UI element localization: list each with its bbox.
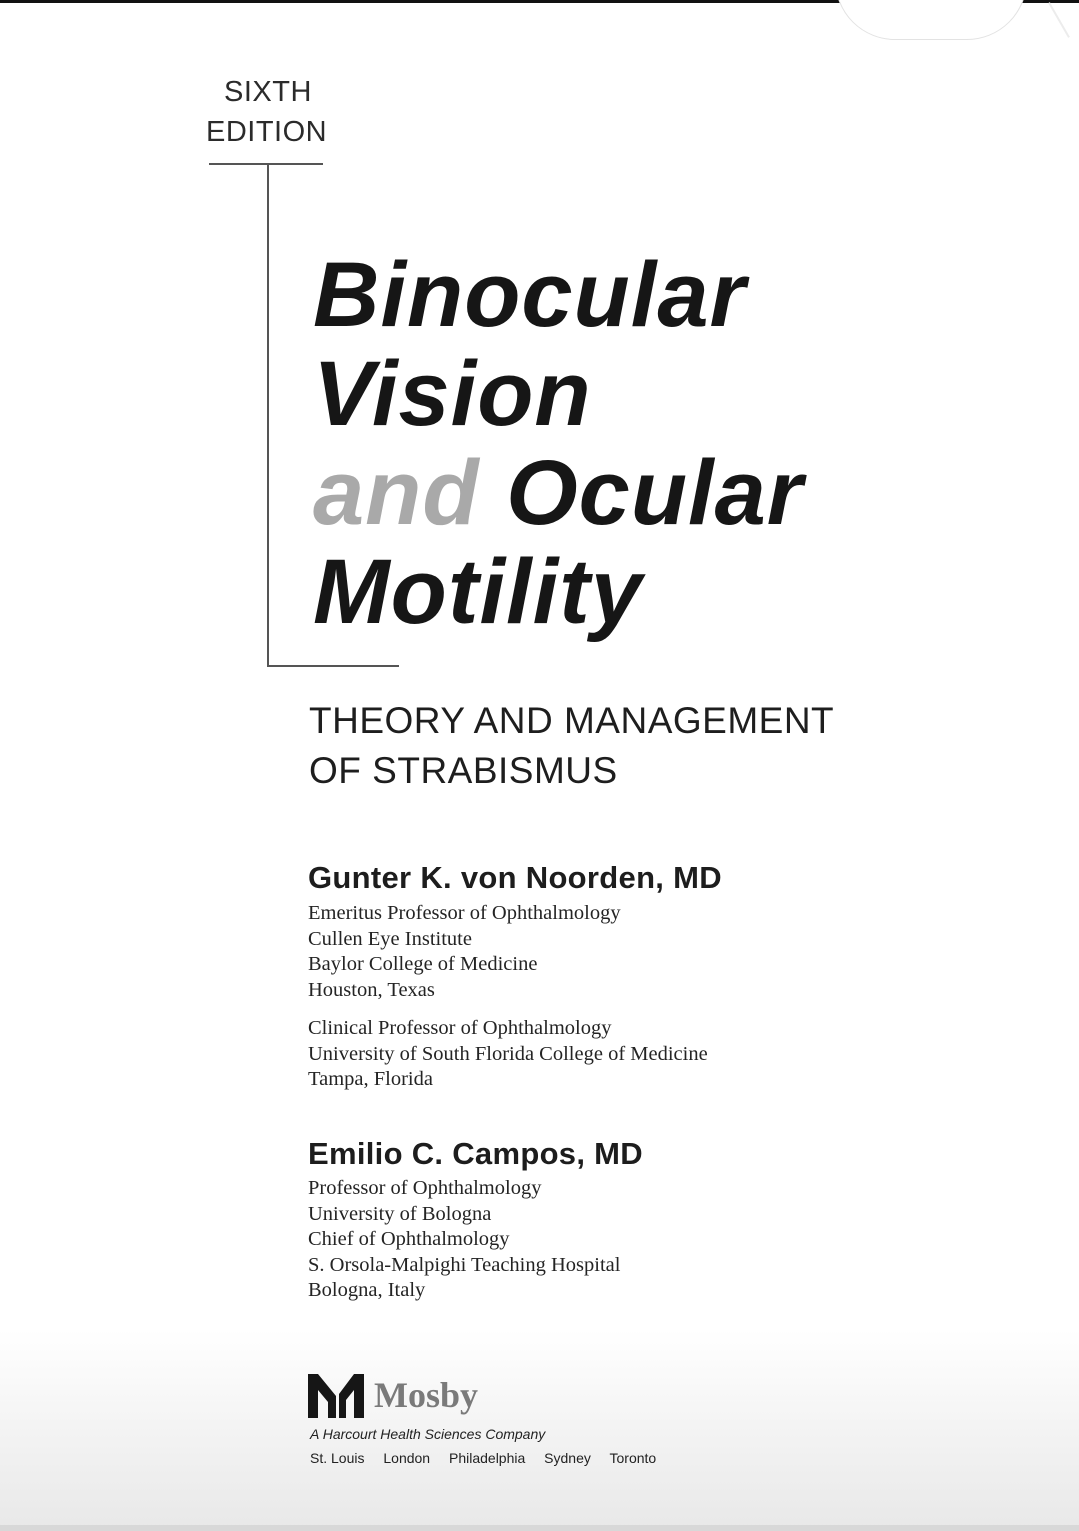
affiliation-line: Bologna, Italy	[308, 1279, 426, 1302]
bottom-edge	[0, 1525, 1079, 1531]
author-name: Emilio C. Campos, MD	[308, 1136, 643, 1171]
subtitle-line-2: OF STRABISMUS	[309, 750, 618, 791]
mosby-logo-icon	[308, 1372, 364, 1420]
bottom-rule	[267, 665, 399, 667]
author-affiliation	[308, 901, 621, 1003]
book-subtitle	[309, 696, 969, 796]
title-line-1: Binocular	[313, 244, 747, 346]
affiliation-line: Emeritus Professor of Ophthalmology	[308, 902, 621, 924]
publisher-name: Mosby	[374, 1375, 479, 1415]
affiliation-line: Professor of Ophthalmology	[308, 1177, 542, 1199]
city: Toronto	[609, 1450, 657, 1466]
affiliation-line: Cullen Eye Institute	[308, 927, 472, 950]
city: London	[383, 1450, 431, 1466]
affiliation-line: University of Bologna	[308, 1202, 492, 1225]
page-curl-decoration	[835, 0, 1027, 40]
edition-line-1: SIXTH	[224, 76, 312, 108]
title-line-4: Motility	[313, 541, 643, 643]
city: Sydney	[544, 1450, 591, 1466]
affiliation-line: Clinical Professor of Ophthalmology	[308, 1017, 612, 1039]
title-ocular: Ocular	[506, 442, 804, 544]
affiliation-line: Baylor College of Medicine	[308, 953, 538, 976]
affiliation-line: Houston, Texas	[308, 978, 435, 1001]
subtitle-line-1: THEORY AND MANAGEMENT	[309, 700, 835, 741]
book-title	[313, 246, 953, 642]
title-line-2: Vision	[313, 343, 592, 445]
edition-label	[206, 72, 336, 152]
author-affiliation	[308, 1016, 708, 1093]
affiliation-line: Chief of Ophthalmology	[308, 1228, 510, 1251]
publisher-cities	[310, 1450, 671, 1466]
top-rule	[209, 163, 323, 165]
author-affiliation	[308, 1176, 620, 1304]
title-line-3	[313, 444, 953, 543]
edition-line-2: EDITION	[206, 116, 328, 148]
title-and: and	[313, 442, 480, 544]
affiliation-line: S. Orsola-Malpighi Teaching Hospital	[308, 1253, 621, 1276]
affiliation-line: Tampa, Florida	[308, 1068, 433, 1091]
city: St. Louis	[310, 1450, 365, 1466]
affiliation-line: University of South Florida College of Medicine	[308, 1042, 708, 1065]
city: Philadelphia	[448, 1450, 526, 1466]
author-name: Gunter K. von Noorden, MD	[308, 860, 722, 895]
vertical-rule	[267, 163, 269, 667]
page-corner-shadow	[1048, 2, 1070, 38]
publisher-tagline: A Harcourt Health Sciences Company	[310, 1426, 546, 1442]
